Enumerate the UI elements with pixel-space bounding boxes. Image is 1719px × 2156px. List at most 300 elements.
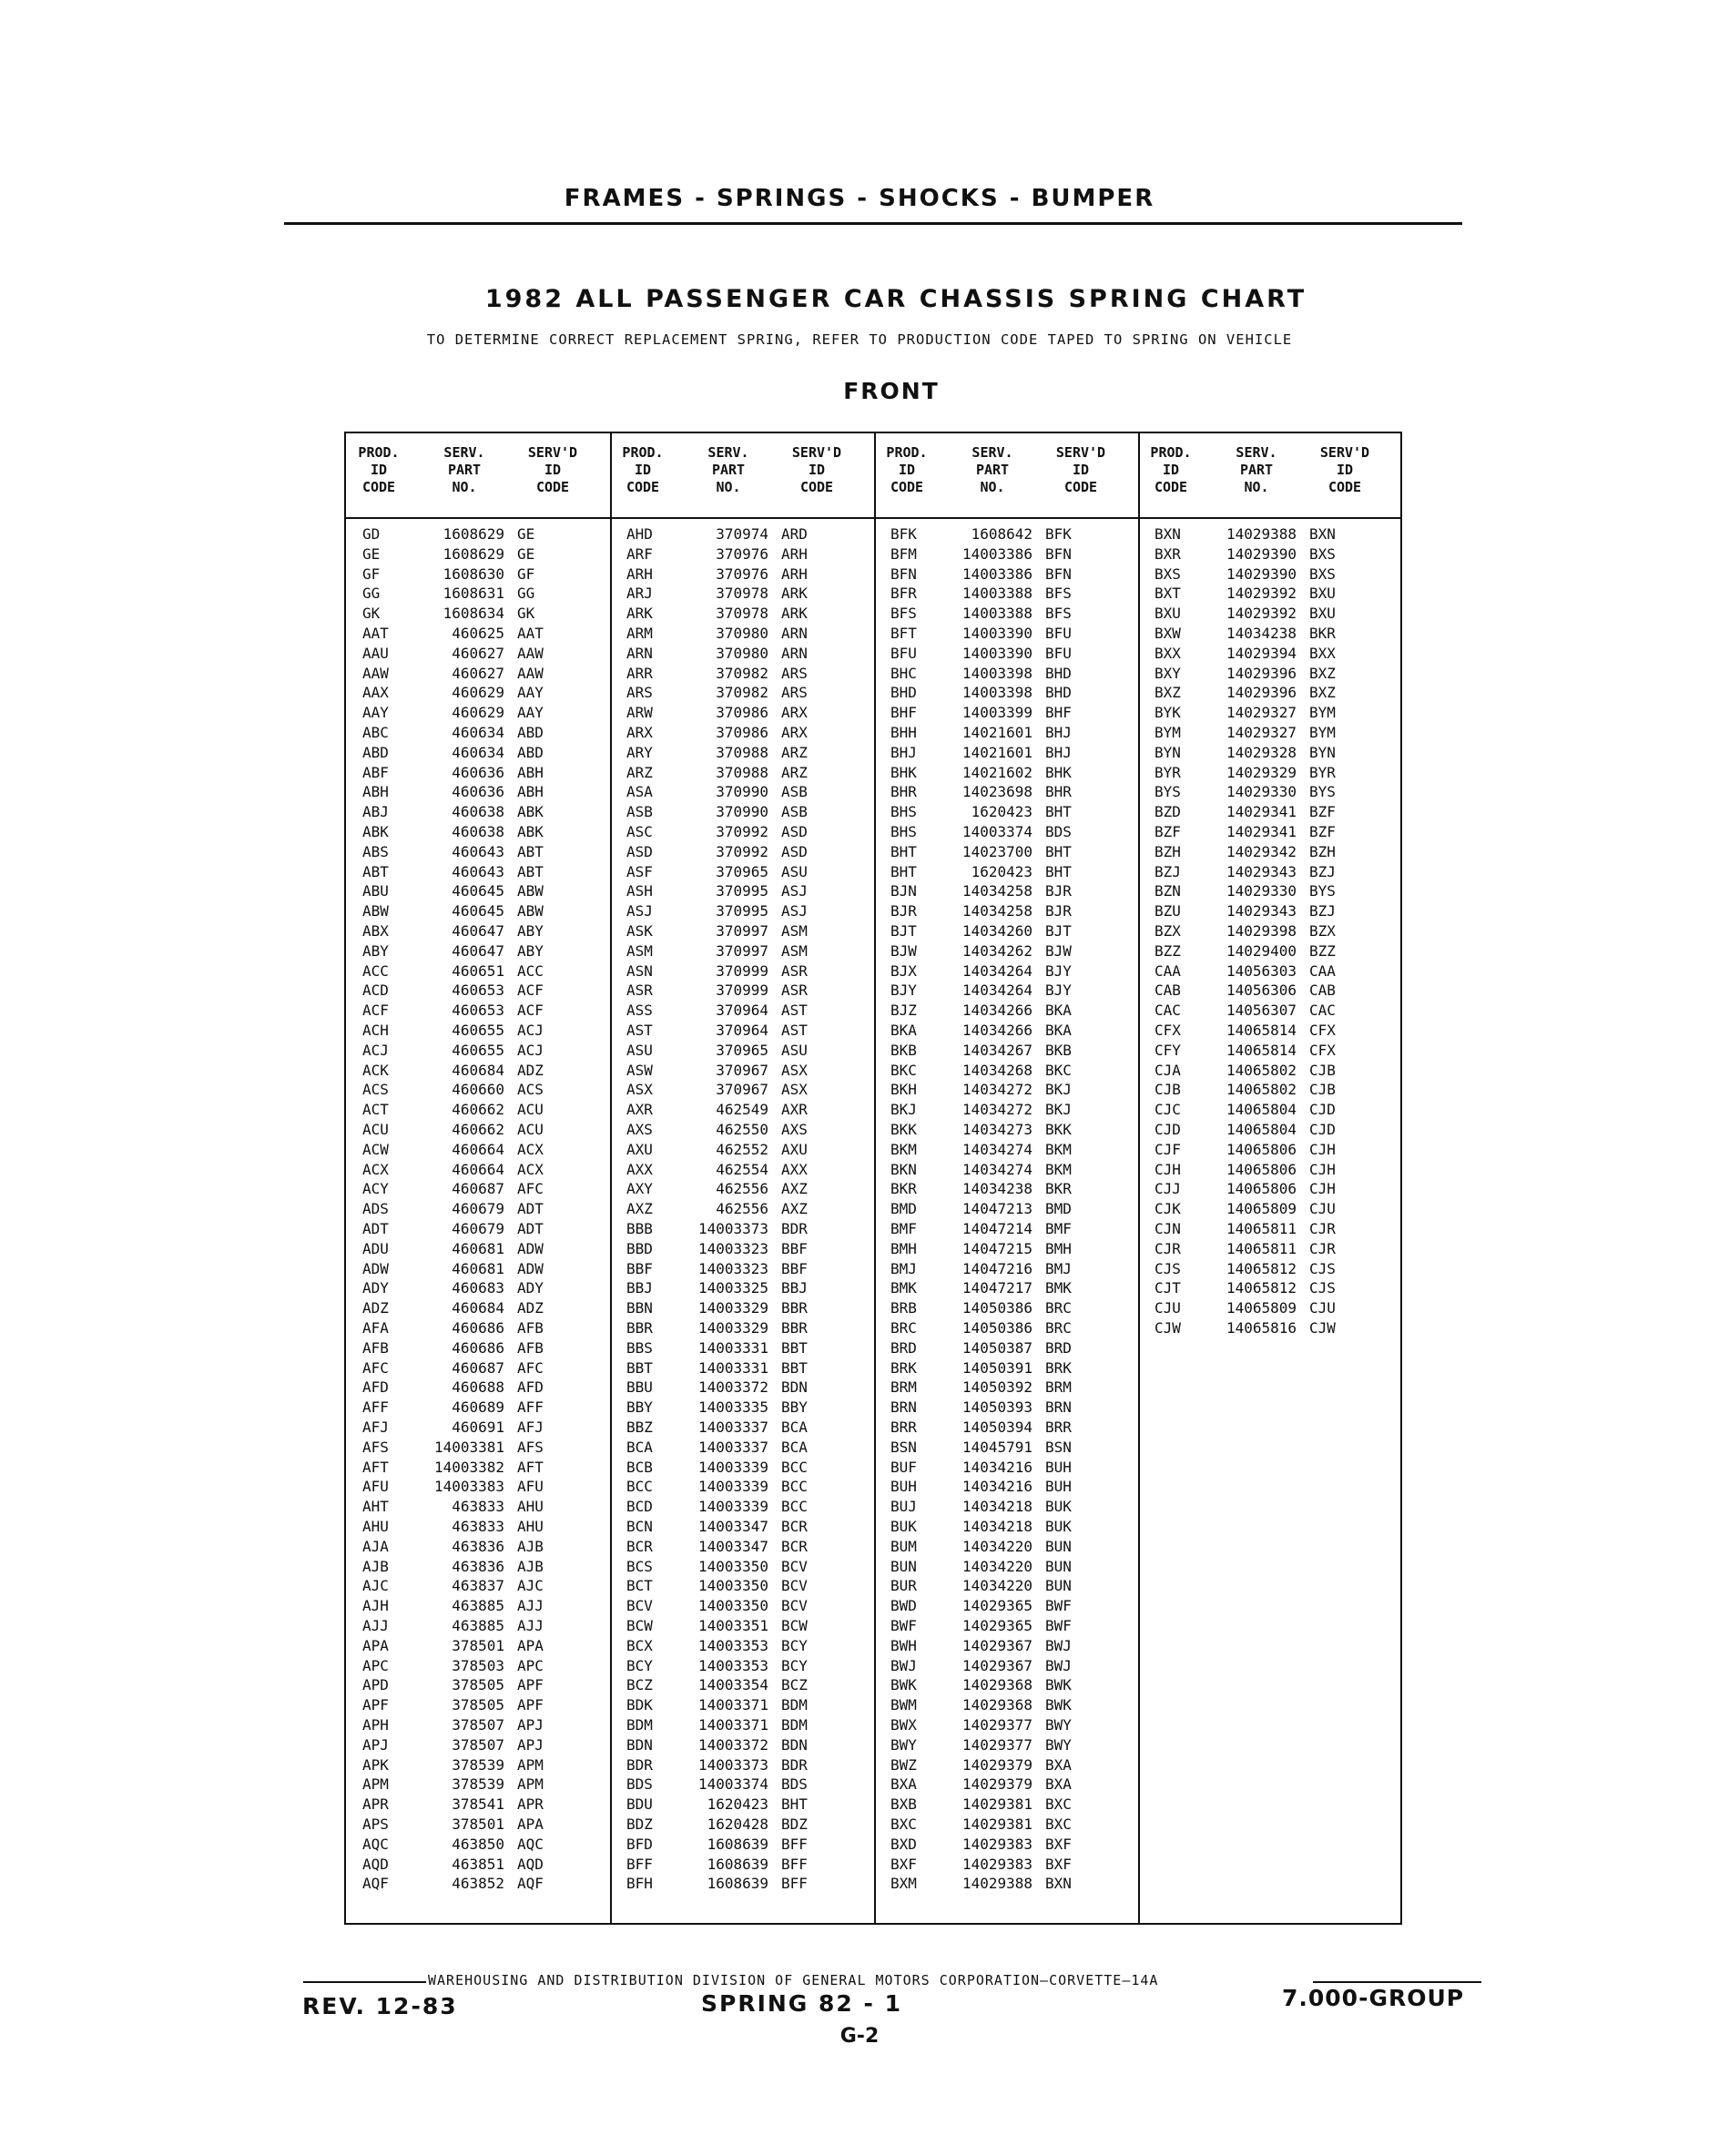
servd-id-code: ARZ [781, 743, 808, 761]
serv-part-no: 1620423 [971, 862, 1032, 880]
serv-part-no: 370965 [716, 1041, 768, 1059]
servd-id-code: BCW [781, 1617, 808, 1634]
table-row [610, 1041, 874, 1061]
prod-id-code: CAB [1154, 981, 1181, 1000]
prod-id-code: BCW [626, 1617, 653, 1634]
prod-id-code: ABC [362, 724, 389, 741]
serv-part-no: 460636 [452, 763, 504, 781]
prod-id-code: BUF [890, 1458, 917, 1476]
prod-id-code: BDM [626, 1716, 653, 1734]
serv-part-no: 14029367 [961, 1636, 1032, 1654]
table-row [346, 1140, 610, 1160]
servd-id-code: ACC [517, 961, 544, 980]
table-row [874, 862, 1138, 882]
serv-part-no: 14003373 [697, 1220, 768, 1237]
prod-id-code: BZX [1154, 922, 1181, 940]
prod-id-code: BHD [890, 684, 917, 702]
footer-revision: REV. 12-83 [302, 1993, 458, 2019]
column-header-line: SERV'D [791, 444, 842, 461]
serv-part-no: 14003339 [697, 1458, 768, 1476]
servd-id-code: APF [517, 1676, 544, 1694]
serv-part-no: 1620423 [971, 803, 1032, 821]
table-row [346, 1616, 610, 1636]
prod-id-code: AFD [362, 1378, 389, 1397]
table-row [874, 1636, 1138, 1656]
table-column-group [610, 433, 874, 1923]
prod-id-code: BXZ [1154, 684, 1181, 702]
prod-id-code: AXX [626, 1160, 653, 1178]
serv-part-no: 14065802 [1226, 1061, 1297, 1079]
table-row [610, 1755, 874, 1775]
table-row [610, 1855, 874, 1875]
servd-id-code: CJS [1309, 1279, 1336, 1297]
serv-part-no: 14003398 [961, 664, 1032, 682]
servd-id-code: ACS [517, 1081, 544, 1099]
serv-part-no: 463850 [452, 1835, 504, 1853]
servd-id-code: AHU [517, 1498, 544, 1516]
servd-id-code: ARN [781, 644, 808, 662]
table-row [610, 1596, 874, 1616]
serv-part-no: 14029379 [961, 1775, 1032, 1794]
table-row [874, 822, 1138, 842]
column-header-line: CODE [890, 479, 924, 495]
serv-part-no: 14003399 [961, 704, 1032, 722]
prod-id-code: BXB [890, 1795, 917, 1814]
serv-part-no: 1608629 [442, 544, 504, 563]
prod-id-code: BKA [890, 1022, 917, 1039]
servd-id-code: CJU [1309, 1200, 1336, 1218]
servd-id-code: ABD [517, 743, 544, 761]
column-header-line: SERV'D [1319, 444, 1370, 461]
serv-part-no: 14034258 [961, 882, 1032, 900]
prod-id-code: BCV [626, 1597, 653, 1615]
table-row [346, 1795, 610, 1815]
serv-part-no: 14029327 [1226, 724, 1297, 741]
servd-id-code: BXC [1045, 1815, 1072, 1833]
serv-part-no: 460683 [452, 1279, 504, 1297]
servd-id-code: BXF [1045, 1855, 1072, 1873]
servd-id-code: ACF [517, 1002, 544, 1020]
table-row [1138, 544, 1402, 564]
serv-part-no: 14029390 [1226, 544, 1297, 563]
prod-id-code: CJK [1154, 1200, 1181, 1218]
serv-part-no: 378541 [452, 1795, 504, 1814]
table-row [610, 1100, 874, 1120]
column-header-line: ID [634, 462, 652, 478]
servd-id-code: CAA [1309, 961, 1336, 980]
prod-id-code: BCD [626, 1498, 653, 1516]
prod-id-code: ABX [362, 922, 389, 940]
column-header-line: CODE [1327, 479, 1362, 495]
table-row [346, 524, 610, 544]
prod-id-code: BUK [890, 1518, 917, 1535]
servd-id-code: BCA [781, 1419, 808, 1436]
serv-part-no: 460679 [452, 1200, 504, 1218]
table-row [874, 981, 1138, 1001]
prod-id-code: APH [362, 1716, 389, 1734]
serv-part-no: 378503 [452, 1656, 504, 1674]
footer-group: 7.000-GROUP [1282, 1985, 1465, 2011]
serv-part-no: 14029383 [961, 1835, 1032, 1853]
servd-id-code: BXA [1045, 1755, 1072, 1774]
prod-id-code: CAA [1154, 961, 1181, 980]
servd-id-code: BCC [781, 1458, 808, 1476]
prod-id-code: APS [362, 1815, 389, 1833]
table-row [1138, 1278, 1402, 1298]
prod-id-code: CJS [1154, 1259, 1181, 1277]
table-row [1138, 881, 1402, 901]
column-header-line: NO. [1244, 479, 1269, 495]
prod-id-code: ARF [626, 544, 653, 563]
prod-id-code: BFH [626, 1875, 653, 1893]
prod-id-code: BXY [1154, 664, 1181, 682]
prod-id-code: ACJ [362, 1041, 389, 1059]
serv-part-no: 14023700 [961, 842, 1032, 860]
servd-id-code: BBJ [781, 1279, 808, 1297]
table-row [874, 1239, 1138, 1259]
table-row [346, 584, 610, 604]
servd-id-code: BRK [1045, 1358, 1072, 1377]
prod-id-code: BSN [890, 1438, 917, 1456]
servd-id-code: BZH [1309, 842, 1336, 860]
servd-id-code: BJW [1045, 941, 1072, 960]
prod-id-code: BBY [626, 1398, 653, 1417]
serv-part-no: 14065814 [1226, 1041, 1297, 1059]
servd-id-code: BKJ [1045, 1101, 1072, 1119]
table-row [610, 1061, 874, 1081]
column-header-line: PART [975, 462, 1010, 478]
servd-id-code: BKK [1045, 1121, 1072, 1138]
prod-id-code: AFU [362, 1478, 389, 1496]
serv-part-no: 378539 [452, 1755, 504, 1774]
prod-id-code: APM [362, 1775, 389, 1794]
prod-id-code: BBT [626, 1358, 653, 1377]
prod-id-code: BCS [626, 1557, 653, 1575]
table-row [346, 703, 610, 723]
serv-part-no: 14065809 [1226, 1299, 1297, 1317]
column-header-prod [615, 444, 670, 508]
serv-part-no: 463833 [452, 1498, 504, 1516]
serv-part-no: 14047214 [961, 1220, 1032, 1237]
prod-id-code: BFR [890, 585, 917, 603]
table-row [610, 1021, 874, 1041]
serv-part-no: 14029342 [1226, 842, 1297, 860]
table-row [610, 1576, 874, 1596]
serv-part-no: 460634 [452, 724, 504, 741]
serv-part-no: 460662 [452, 1101, 504, 1119]
serv-part-no: 370992 [716, 823, 768, 840]
serv-part-no: 14003337 [697, 1438, 768, 1456]
serv-part-no: 14034238 [961, 1180, 1032, 1198]
table-row [1138, 564, 1402, 585]
servd-id-code: BJR [1045, 882, 1072, 900]
column-header-line: PROD. [1150, 444, 1192, 461]
table-row [610, 1338, 874, 1358]
serv-part-no: 460687 [452, 1358, 504, 1377]
servd-id-code: ACJ [517, 1022, 544, 1039]
serv-part-no: 14034266 [961, 1002, 1032, 1020]
table-row [1138, 1199, 1402, 1219]
table-row [874, 1080, 1138, 1100]
prod-id-code: AXR [626, 1101, 653, 1119]
column-header-line: CODE [626, 479, 660, 495]
prod-id-code: BDN [626, 1735, 653, 1754]
table-row [346, 723, 610, 743]
servd-id-code: ARK [781, 605, 808, 623]
servd-id-code: BSN [1045, 1438, 1072, 1456]
serv-part-no: 460625 [452, 625, 504, 642]
serv-part-no: 14003381 [433, 1438, 504, 1456]
table-row [610, 1477, 874, 1497]
servd-id-code: APM [517, 1755, 544, 1774]
prod-id-code: AXY [626, 1180, 653, 1198]
servd-id-code: ARN [781, 625, 808, 642]
servd-id-code: AQD [517, 1855, 544, 1873]
servd-id-code: BWK [1045, 1676, 1072, 1694]
column-header-line: SERV. [971, 444, 1013, 461]
servd-id-code: BXZ [1309, 684, 1336, 702]
table-row [1138, 1259, 1402, 1279]
table-row [346, 1219, 610, 1239]
prod-id-code: AST [626, 1022, 653, 1039]
serv-part-no: 14029327 [1226, 704, 1297, 722]
serv-part-no: 14003351 [697, 1617, 768, 1634]
servd-id-code: CJD [1309, 1121, 1336, 1138]
table-row [1138, 1100, 1402, 1120]
prod-id-code: BZJ [1154, 862, 1181, 880]
serv-part-no: 378539 [452, 1775, 504, 1794]
serv-part-no: 14034218 [961, 1498, 1032, 1516]
serv-part-no: 14065806 [1226, 1160, 1297, 1178]
serv-part-no: 14003371 [697, 1716, 768, 1734]
table-row [610, 1815, 874, 1835]
serv-part-no: 14056303 [1226, 961, 1297, 980]
prod-id-code: BFT [890, 625, 917, 642]
prod-id-code: ASJ [626, 902, 653, 920]
servd-id-code: BYS [1309, 882, 1336, 900]
table-row [346, 1835, 610, 1855]
prod-id-code: BDR [626, 1755, 653, 1774]
prod-id-code: BUH [890, 1478, 917, 1496]
serv-part-no: 14003372 [697, 1735, 768, 1754]
prod-id-code: ASK [626, 922, 653, 940]
serv-part-no: 460643 [452, 862, 504, 880]
servd-id-code: BHD [1045, 664, 1072, 682]
table-row [610, 1140, 874, 1160]
table-row [874, 1874, 1138, 1894]
table-row [874, 1418, 1138, 1438]
prod-id-code: ARX [626, 724, 653, 741]
table-row [874, 1537, 1138, 1557]
servd-id-code: ARX [781, 704, 808, 722]
prod-id-code: BMH [890, 1239, 917, 1257]
table-row [610, 1398, 874, 1418]
table-row [346, 1160, 610, 1180]
servd-id-code: BBT [781, 1338, 808, 1357]
table-row [874, 703, 1138, 723]
table-row [1138, 1219, 1402, 1239]
prod-id-code: BCZ [626, 1676, 653, 1694]
servd-id-code: CJB [1309, 1081, 1336, 1099]
table-row [610, 763, 874, 783]
table-row [874, 604, 1138, 624]
prod-id-code: ACK [362, 1061, 389, 1079]
prod-id-code: BRK [890, 1358, 917, 1377]
column-header-line: PART [447, 462, 482, 478]
serv-part-no: 14003347 [697, 1537, 768, 1555]
serv-part-no: 370986 [716, 724, 768, 741]
servd-id-code: BCV [781, 1557, 808, 1575]
table-row [874, 1120, 1138, 1140]
prod-id-code: CJW [1154, 1319, 1181, 1337]
servd-id-code: ABY [517, 922, 544, 940]
table-row [1138, 842, 1402, 862]
table-row [346, 1735, 610, 1755]
prod-id-code: CJH [1154, 1160, 1181, 1178]
prod-id-code: ABU [362, 882, 389, 900]
table-row [874, 1219, 1138, 1239]
prod-id-code: ASM [626, 941, 653, 960]
prod-id-code: BKB [890, 1041, 917, 1059]
serv-part-no: 14003329 [697, 1319, 768, 1337]
serv-part-no: 460689 [452, 1398, 504, 1417]
servd-id-code: BMF [1045, 1220, 1072, 1237]
servd-id-code: BFU [1045, 625, 1072, 642]
table-row [1138, 664, 1402, 684]
table-column-group [874, 433, 1138, 1923]
serv-part-no: 460627 [452, 664, 504, 682]
prod-id-code: BRM [890, 1378, 917, 1397]
prod-id-code: BXX [1154, 644, 1181, 662]
serv-part-no: 1608642 [971, 525, 1032, 543]
serv-part-no: 14029341 [1226, 803, 1297, 821]
prod-id-code: ADW [362, 1259, 389, 1277]
footer-rule-left [303, 1981, 426, 1983]
prod-id-code: AAY [362, 704, 389, 722]
table-row [346, 1080, 610, 1100]
prod-id-code: ARR [626, 664, 653, 682]
prod-id-code: BHT [890, 862, 917, 880]
column-header-line: CODE [1154, 479, 1188, 495]
serv-part-no: 14021601 [961, 724, 1032, 741]
chart-title: 1982 ALL PASSENGER CAR CHASSIS SPRING CHART [484, 285, 1307, 313]
prod-id-code: AJB [362, 1557, 389, 1575]
prod-id-code: BWM [890, 1696, 917, 1714]
servd-id-code: CJH [1309, 1160, 1336, 1178]
servd-id-code: BUH [1045, 1458, 1072, 1476]
table-row [610, 1259, 874, 1279]
servd-id-code: BCC [781, 1498, 808, 1516]
table-row [874, 802, 1138, 822]
table-row [346, 1517, 610, 1537]
prod-id-code: CJB [1154, 1081, 1181, 1099]
prod-id-code: BYM [1154, 724, 1181, 741]
header-separator [346, 517, 610, 519]
serv-part-no: 1620423 [707, 1795, 768, 1814]
prod-id-code: BFM [890, 544, 917, 563]
servd-id-code: BJY [1045, 981, 1072, 1000]
serv-part-no: 14029341 [1226, 823, 1297, 840]
table-row [346, 564, 610, 585]
servd-id-code: BKM [1045, 1160, 1072, 1178]
serv-part-no: 460647 [452, 922, 504, 940]
table-row [1138, 921, 1402, 941]
serv-part-no: 370976 [716, 564, 768, 583]
prod-id-code: APC [362, 1656, 389, 1674]
serv-part-no: 14065806 [1226, 1180, 1297, 1198]
table-row [610, 862, 874, 882]
table-row [610, 1656, 874, 1676]
serv-part-no: 370995 [716, 902, 768, 920]
servd-id-code: ABT [517, 842, 544, 860]
table-row [1138, 1061, 1402, 1081]
servd-id-code: BCA [781, 1438, 808, 1456]
prod-id-code: ABF [362, 763, 389, 781]
table-row [874, 881, 1138, 901]
prod-id-code: ARN [626, 644, 653, 662]
serv-part-no: 14065809 [1226, 1200, 1297, 1218]
prod-id-code: CJA [1154, 1061, 1181, 1079]
prod-id-code: AAT [362, 625, 389, 642]
prod-id-code: ACC [362, 961, 389, 980]
column-header-line: NO. [452, 479, 477, 495]
serv-part-no: 460638 [452, 803, 504, 821]
serv-part-no: 14003372 [697, 1378, 768, 1397]
servd-id-code: AAY [517, 704, 544, 722]
table-row [874, 1358, 1138, 1378]
prod-id-code: ACY [362, 1180, 389, 1198]
serv-part-no: 370990 [716, 783, 768, 801]
table-row [874, 1596, 1138, 1616]
prod-id-code: BXR [1154, 544, 1181, 563]
header-separator [610, 517, 874, 519]
serv-part-no: 460662 [452, 1121, 504, 1138]
table-row [874, 763, 1138, 783]
servd-id-code: AXU [781, 1140, 808, 1158]
table-row [1138, 644, 1402, 664]
table-row [1138, 1140, 1402, 1160]
servd-id-code: BUK [1045, 1498, 1072, 1516]
table-row [610, 1438, 874, 1458]
table-row [874, 1398, 1138, 1418]
prod-id-code: ABH [362, 783, 389, 801]
prod-id-code: BBN [626, 1299, 653, 1317]
table-row [346, 1557, 610, 1577]
servd-id-code: BFK [1045, 525, 1072, 543]
prod-id-code: ABK [362, 823, 389, 840]
prod-id-code: BFU [890, 644, 917, 662]
servd-id-code: ABH [517, 763, 544, 781]
prod-id-code: BXC [890, 1815, 917, 1833]
serv-part-no: 462550 [716, 1121, 768, 1138]
prod-id-code: ARZ [626, 763, 653, 781]
table-row [610, 1378, 874, 1398]
servd-id-code: ARD [781, 525, 808, 543]
serv-part-no: 460679 [452, 1220, 504, 1237]
prod-id-code: BRC [890, 1319, 917, 1337]
prod-id-code: BZH [1154, 842, 1181, 860]
serv-part-no: 14034268 [961, 1061, 1032, 1079]
table-row [610, 1557, 874, 1577]
serv-part-no: 1608639 [707, 1835, 768, 1853]
serv-part-no: 378505 [452, 1696, 504, 1714]
table-row [610, 1278, 874, 1298]
serv-part-no: 460681 [452, 1239, 504, 1257]
servd-id-code: ASJ [781, 902, 808, 920]
table-row [610, 1835, 874, 1855]
serv-part-no: 1608639 [707, 1875, 768, 1893]
servd-id-code: BWJ [1045, 1656, 1072, 1674]
